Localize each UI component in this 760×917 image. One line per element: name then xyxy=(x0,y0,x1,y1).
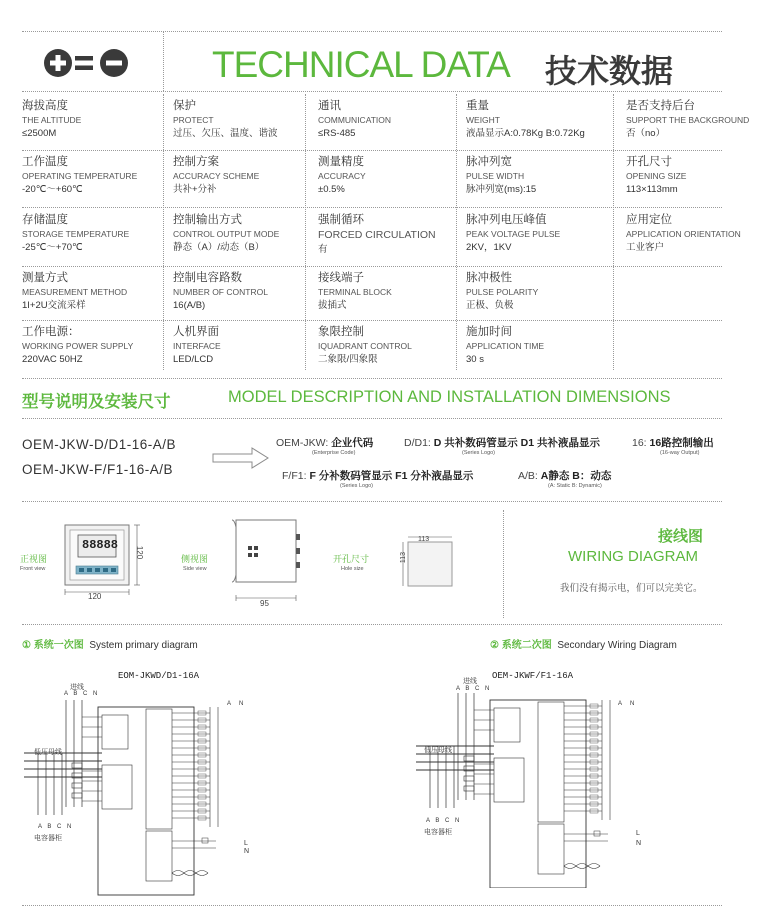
spec-label-en: NUMBER OF CONTROL xyxy=(173,287,268,297)
spec-value: 共补+分补 xyxy=(173,184,217,195)
diagram2-top-a: A xyxy=(618,701,623,707)
spec-label-en: COMMUNICATION xyxy=(318,115,392,125)
front-view-drawing xyxy=(62,522,154,604)
side-view-drawing xyxy=(226,516,306,608)
spec-cell xyxy=(318,214,458,256)
spec-cell xyxy=(22,214,162,254)
spec-label-zh: 应用定位 xyxy=(626,214,672,226)
page-title: TECHNICAL DATA xyxy=(212,44,510,85)
spec-label-en: APPLICATION TIME xyxy=(466,341,545,351)
ct-coil xyxy=(464,786,474,791)
spec-label-zh: 控制电容路数 xyxy=(173,272,242,284)
fuse xyxy=(202,838,208,843)
spec-value: -25℃～+70℃ xyxy=(22,242,83,253)
spec-label-zh: 重量 xyxy=(466,100,489,112)
spec-label-en: APPLICATION ORIENTATION xyxy=(626,229,741,239)
diagram2-model: OEM-JKWF/F1-16A xyxy=(492,671,574,681)
diagram2-abc-top: A B C N xyxy=(456,686,492,692)
spec-value: 113×113mm xyxy=(626,184,678,195)
current-terminal-block xyxy=(102,715,128,749)
spec-cell xyxy=(173,272,313,312)
front-display-digits: 88888 xyxy=(82,538,119,552)
spec-value: 拔插式 xyxy=(318,300,347,311)
model-desc-series-f: F/F1: F 分补数码管显示 F1 分补液晶显示 xyxy=(282,470,474,482)
model-code-d: OEM-JKW-D/D1-16-A/B xyxy=(22,437,177,452)
spec-label-zh: 接线端子 xyxy=(318,272,364,284)
model-note-series-f: (Series Logo) xyxy=(340,483,374,489)
diagram2-abc-bottom: A B C N xyxy=(426,818,462,824)
ct-coil xyxy=(72,793,82,798)
twisted-pair xyxy=(172,871,208,876)
spec-value: ±0.5% xyxy=(318,184,345,195)
ct-coil xyxy=(72,783,82,788)
hole-height-dim: 113 xyxy=(400,551,408,564)
spec-label-en: STORAGE TEMPERATURE xyxy=(22,229,130,239)
spec-label-zh: 工作电源： xyxy=(22,326,80,338)
spec-value: 静态（A）/动态（B） xyxy=(173,242,265,253)
spec-cell xyxy=(318,100,458,140)
spec-label-zh: 脉冲列宽 xyxy=(466,156,512,168)
hollow-arrow-icon xyxy=(212,447,270,469)
spec-cell xyxy=(466,214,606,254)
spec-label-en: TERMINAL BLOCK xyxy=(318,287,392,297)
wiring-title: WIRING DIAGRAM xyxy=(568,548,698,565)
diagram2-n: N xyxy=(636,840,642,847)
spec-label-zh: 控制输出方式 xyxy=(173,214,242,226)
current-terminal-block xyxy=(494,708,520,742)
spec-label-zh: 测量精度 xyxy=(318,156,364,168)
model-section-title-chinese: 型号说明及安装尺寸 xyxy=(22,393,171,411)
model-note-output: (16-way Output) xyxy=(660,450,700,456)
voltage-terminal-block xyxy=(102,765,132,809)
spec-value: 1I+2U交流采样 xyxy=(22,300,86,311)
spec-label-zh: 测量方式 xyxy=(22,272,68,284)
spec-label-zh: 脉冲极性 xyxy=(466,272,512,284)
model-note-enterprise: (Enterprise Code) xyxy=(312,450,356,456)
twisted-pair xyxy=(564,864,600,869)
spec-label-en: MEASUREMENT METHOD xyxy=(22,287,128,297)
wiring-title-chinese: 接线图 xyxy=(658,528,704,545)
twisted-pair xyxy=(564,864,600,869)
spec-label-zh: 象限控制 xyxy=(318,326,364,338)
power-terminal-block xyxy=(146,831,172,881)
primary-diagram-title: ① 系统一次图 System primary diagram xyxy=(22,640,198,651)
spec-label-zh: 控制方案 xyxy=(173,156,219,168)
side-depth-dim: 95 xyxy=(260,599,269,608)
spec-value: 液晶显示A:0.78Kg B:0.72Kg xyxy=(466,128,585,139)
model-desc-mode: A/B: A静态 B：动态 xyxy=(518,470,612,482)
spec-label-zh: 是否支持后台 xyxy=(626,100,695,112)
model-section-title: MODEL DESCRIPTION AND INSTALLATION DIMENSIONS xyxy=(228,388,671,406)
spec-label-en: OPERATING TEMPERATURE xyxy=(22,171,138,181)
ct-coil xyxy=(464,776,474,781)
spec-label-en: OPENING SIZE xyxy=(626,171,687,181)
spec-label-en: FORCED CIRCULATION xyxy=(318,229,436,241)
twisted-pair xyxy=(172,871,208,876)
spec-cell xyxy=(466,100,606,140)
spec-cell xyxy=(626,214,760,254)
spec-value: 二象限/四象限 xyxy=(318,354,378,365)
spec-label-en: WEIGHT xyxy=(466,115,500,125)
diagram1-cap-cabinet: 电容器柜 xyxy=(34,835,62,842)
spec-label-zh: 工作温度 xyxy=(22,156,68,168)
spec-label-en: PEAK VOLTAGE PULSE xyxy=(466,229,561,239)
spec-label-zh: 强制循环 xyxy=(318,214,364,226)
spec-label-en: WORKING POWER SUPPLY xyxy=(22,341,134,351)
diagram1-l: L xyxy=(244,840,248,847)
spec-value: ≤RS-485 xyxy=(318,128,356,139)
diagram1-abc-bottom: A B C N xyxy=(38,824,74,830)
spec-label-en: ACCURACY SCHEME xyxy=(173,171,260,181)
spec-label-zh: 保护 xyxy=(173,100,196,112)
spec-cell xyxy=(466,156,606,196)
diagram1-model: EOM-JKWD/D1-16A xyxy=(118,671,200,681)
spec-value: 工业客户 xyxy=(626,242,665,253)
spec-label-zh: 通讯 xyxy=(318,100,341,112)
diagram1-top-a: A xyxy=(227,701,232,707)
hole-width-dim: 113 xyxy=(418,536,430,543)
model-code-f: OEM-JKW-F/F1-16-A/B xyxy=(22,462,174,477)
spec-cell xyxy=(22,272,162,312)
diagram1-low-bus: 低压母线 xyxy=(34,749,62,756)
model-desc-series-d: D/D1: D 共补数码管显示 D1 共补液晶显示 xyxy=(404,437,601,449)
spec-value: 16(A/B) xyxy=(173,300,206,311)
spec-cell xyxy=(318,156,458,196)
spec-label-en: PROTECT xyxy=(173,115,214,125)
spec-label-en: THE ALTITUDE xyxy=(22,115,82,125)
spec-value: 30 s xyxy=(466,354,484,365)
spec-cell xyxy=(173,326,313,366)
spec-cell xyxy=(626,156,760,196)
diagram2-cap-cabinet: 电容器柜 xyxy=(424,829,452,836)
spec-cell xyxy=(318,272,458,312)
voltage-terminal-block xyxy=(494,758,524,802)
diagram1-incoming: 进线 xyxy=(70,684,84,691)
power-terminal-block xyxy=(538,824,564,874)
spec-value: 220VAC 50HZ xyxy=(22,354,83,365)
spec-cell xyxy=(22,100,162,140)
primary-wiring-diagram xyxy=(20,695,260,900)
spec-value: LED/LCD xyxy=(173,354,214,365)
spec-label-zh: 脉冲列电压峰值 xyxy=(466,214,547,226)
front-view-label-en: Front view xyxy=(20,566,46,572)
spec-cell xyxy=(626,100,760,140)
spec-value: 脉冲列宽(ms):15 xyxy=(466,184,537,195)
secondary-diagram-title: ② 系统二次图 Secondary Wiring Diagram xyxy=(490,640,677,651)
ct-coil xyxy=(464,756,474,761)
spec-value: 正极、负极 xyxy=(466,300,514,311)
spec-label-zh: 人机界面 xyxy=(173,326,219,338)
spec-label-zh: 存储温度 xyxy=(22,214,68,226)
spec-cell xyxy=(466,272,606,312)
spec-label-en: INTERFACE xyxy=(173,341,221,351)
spec-label-en: PULSE WIDTH xyxy=(466,171,525,181)
spec-cell xyxy=(173,156,313,196)
model-note-series-d: (Series Logo) xyxy=(462,450,496,456)
hole-size-label-en: Hole size xyxy=(341,566,364,572)
spec-label-zh: 施加时间 xyxy=(466,326,512,338)
diagram1-top-n: N xyxy=(239,701,244,707)
output-terminal-block xyxy=(146,709,172,829)
spec-cell xyxy=(466,326,606,366)
page-title-chinese: 技术数据 xyxy=(545,53,674,89)
spec-cell xyxy=(22,156,162,196)
model-note-mode: (A: Static B: Dynamic) xyxy=(548,483,602,489)
ct-coil xyxy=(72,763,82,768)
fuse xyxy=(594,831,600,836)
spec-label-en: SUPPORT THE BACKGROUND xyxy=(626,115,750,125)
spec-cell xyxy=(22,326,162,366)
diagram2-l: L xyxy=(636,830,640,837)
spec-label-en: IQUADRANT CONTROL xyxy=(318,341,412,351)
spec-label-en: PULSE POLARITY xyxy=(466,287,539,297)
wiring-note: 我们没有揭示电，们可以完美它。 xyxy=(560,583,703,594)
output-terminal-block xyxy=(538,702,564,822)
spec-label-zh: 开孔尺寸 xyxy=(626,156,672,168)
diagram1-abc-top: A B C N xyxy=(64,691,100,697)
side-view-label: 侧视图 xyxy=(181,554,209,564)
secondary-wiring-diagram xyxy=(412,688,652,888)
spec-value: ≤2500M xyxy=(22,128,57,139)
spec-cell xyxy=(173,100,313,140)
spec-value: -20℃～+60℃ xyxy=(22,184,83,195)
spec-value: 有 xyxy=(318,244,328,255)
front-height-dim: 120 xyxy=(135,545,145,560)
spec-label-en: CONTROL OUTPUT MODE xyxy=(173,229,280,239)
side-view-label-en: Side view xyxy=(183,566,207,572)
spec-label-zh: 海拔高度 xyxy=(22,100,68,112)
hole-size-label: 开孔尺寸 xyxy=(333,554,370,564)
diagram2-top-n: N xyxy=(630,701,635,707)
front-width-dim: 120 xyxy=(88,592,102,601)
model-desc-output: 16: 16路控制输出 xyxy=(632,437,714,449)
diagram2-low-bus: 低压母线 xyxy=(424,747,452,754)
diagram1-n: N xyxy=(244,848,250,855)
spec-label-en: ACCURACY xyxy=(318,171,366,181)
spec-cell xyxy=(173,214,313,254)
spec-value: 2KV，1KV xyxy=(466,242,512,253)
diagram2-incoming: 进线 xyxy=(463,678,477,685)
spec-value: 过压、欠压、温度、谐波 xyxy=(173,128,278,139)
plus-equals-minus-logo xyxy=(42,46,132,80)
spec-value: 否（no） xyxy=(626,128,666,139)
spec-cell xyxy=(318,326,458,366)
front-view-label: 正视图 xyxy=(20,554,48,564)
model-desc-enterprise: OEM-JKW: 企业代码 xyxy=(276,437,374,449)
